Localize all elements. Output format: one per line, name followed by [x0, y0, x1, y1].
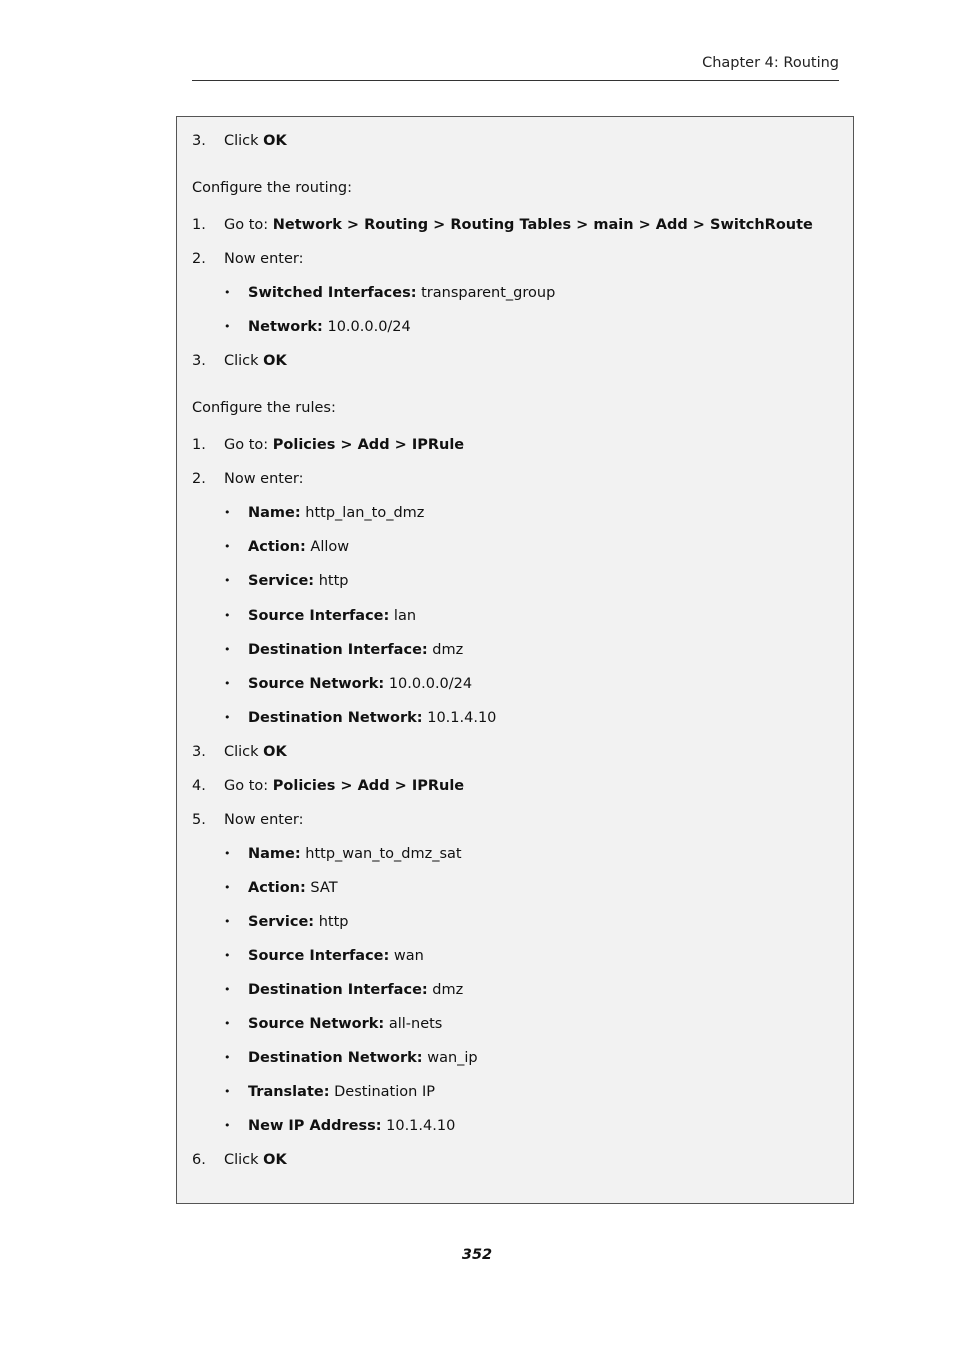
- field-label: Source Network:: [248, 676, 385, 692]
- bullet-icon: •: [224, 320, 231, 333]
- bullet-icon: •: [224, 1051, 231, 1064]
- bullet-icon: •: [224, 506, 231, 519]
- step-text-plain: Now enter:: [224, 471, 304, 487]
- field-label: Translate:: [248, 1084, 330, 1100]
- step-text-bold: Policies > Add > IPRule: [272, 778, 465, 794]
- bullet-item: [248, 503, 424, 523]
- step-text-bold: OK: [263, 1152, 287, 1168]
- bullet-icon: •: [224, 677, 231, 690]
- step-text: [224, 249, 304, 269]
- step-text: [224, 1150, 287, 1170]
- field-label: Action:: [248, 880, 306, 896]
- example-box: [176, 116, 854, 1204]
- bullet-icon: •: [224, 574, 231, 587]
- field-value: wan: [389, 948, 424, 964]
- bullet-item: [248, 878, 338, 898]
- field-value: 10.0.0.0/24: [384, 676, 473, 692]
- field-label: Destination Network:: [248, 710, 423, 726]
- step-text-plain: Click: [224, 133, 264, 149]
- bullet-item: [248, 317, 411, 337]
- field-label: Source Interface:: [248, 608, 390, 624]
- bullet-item: [248, 640, 463, 660]
- step-text: [224, 742, 287, 762]
- step-number: 3.: [192, 353, 206, 369]
- field-value: 10.0.0.0/24: [322, 319, 411, 335]
- step-text-plain: Click: [224, 1152, 264, 1168]
- step-text-bold: Network > Routing > Routing Tables > main > Add > SwitchRoute: [272, 217, 813, 233]
- field-value: Destination IP: [329, 1084, 435, 1100]
- field-value: all-nets: [384, 1016, 443, 1032]
- bullet-item: [248, 571, 348, 591]
- step-number: 1.: [192, 217, 206, 233]
- bullet-item: [248, 1082, 435, 1102]
- step-number: 3.: [192, 133, 206, 149]
- field-value: wan_ip: [422, 1050, 478, 1066]
- step-number: 3.: [192, 744, 206, 760]
- step-text-plain: Go to:: [224, 778, 273, 794]
- bullet-item: [248, 912, 348, 932]
- field-value: Allow: [305, 539, 350, 555]
- bullet-item: [248, 844, 462, 864]
- field-label: Service:: [248, 914, 315, 930]
- bullet-item: [248, 946, 424, 966]
- field-value: dmz: [427, 642, 464, 658]
- step-number: 5.: [192, 812, 206, 828]
- bullet-icon: •: [224, 609, 231, 622]
- step-number: 6.: [192, 1152, 206, 1168]
- section-intro: Configure the rules:: [192, 400, 336, 416]
- step-text-plain: Now enter:: [224, 812, 304, 828]
- bullet-item: [248, 606, 416, 626]
- chapter-header: Chapter 4: Routing: [702, 55, 839, 71]
- step-text: [224, 810, 304, 830]
- field-label: New IP Address:: [248, 1118, 382, 1134]
- field-value: transparent_group: [416, 285, 556, 301]
- bullet-item: [248, 708, 496, 728]
- step-number: 1.: [192, 437, 206, 453]
- bullet-icon: •: [224, 949, 231, 962]
- step-text-plain: Now enter:: [224, 251, 304, 267]
- field-label: Destination Network:: [248, 1050, 423, 1066]
- field-label: Network:: [248, 319, 323, 335]
- field-label: Switched Interfaces:: [248, 285, 417, 301]
- step-number: 4.: [192, 778, 206, 794]
- bullet-icon: •: [224, 540, 231, 553]
- field-value: SAT: [305, 880, 338, 896]
- field-label: Action:: [248, 539, 306, 555]
- field-label: Name:: [248, 846, 301, 862]
- field-value: lan: [389, 608, 417, 624]
- field-value: 10.1.4.10: [422, 710, 497, 726]
- field-label: Name:: [248, 505, 301, 521]
- step-text: [224, 435, 464, 455]
- field-value: 10.1.4.10: [381, 1118, 456, 1134]
- field-value: http: [314, 573, 349, 589]
- field-label: Service:: [248, 573, 315, 589]
- section-intro: Configure the routing:: [192, 180, 352, 196]
- step-text: [224, 351, 287, 371]
- bullet-icon: •: [224, 1085, 231, 1098]
- bullet-item: [248, 674, 472, 694]
- step-text-bold: OK: [263, 744, 287, 760]
- step-text-bold: Policies > Add > IPRule: [272, 437, 465, 453]
- bullet-icon: •: [224, 711, 231, 724]
- field-value: dmz: [427, 982, 464, 998]
- step-text-bold: OK: [263, 353, 287, 369]
- field-label: Source Network:: [248, 1016, 385, 1032]
- field-label: Destination Interface:: [248, 642, 428, 658]
- bullet-icon: •: [224, 847, 231, 860]
- page-number: 352: [461, 1247, 493, 1263]
- step-number: 2.: [192, 471, 206, 487]
- bullet-icon: •: [224, 881, 231, 894]
- step-text: [224, 776, 464, 796]
- step-text: [224, 469, 304, 489]
- bullet-icon: •: [224, 983, 231, 996]
- field-value: http_lan_to_dmz: [300, 505, 425, 521]
- field-value: http_wan_to_dmz_sat: [300, 846, 462, 862]
- bullet-item: [248, 283, 555, 303]
- bullet-item: [248, 1116, 455, 1136]
- header-divider: [192, 80, 839, 81]
- bullet-item: [248, 1048, 478, 1068]
- bullet-icon: •: [224, 915, 231, 928]
- step-text-plain: Go to:: [224, 217, 273, 233]
- bullet-item: [248, 980, 463, 1000]
- step-text: [224, 215, 813, 235]
- bullet-icon: •: [224, 643, 231, 656]
- step-number: 2.: [192, 251, 206, 267]
- field-label: Source Interface:: [248, 948, 390, 964]
- bullet-icon: •: [224, 1119, 231, 1132]
- field-label: Destination Interface:: [248, 982, 428, 998]
- step-text: [224, 131, 287, 151]
- bullet-item: [248, 537, 349, 557]
- step-text-plain: Go to:: [224, 437, 273, 453]
- bullet-icon: •: [224, 286, 231, 299]
- field-value: http: [314, 914, 349, 930]
- step-text-plain: Click: [224, 744, 264, 760]
- bullet-icon: •: [224, 1017, 231, 1030]
- step-text-plain: Click: [224, 353, 264, 369]
- bullet-item: [248, 1014, 442, 1034]
- step-text-bold: OK: [263, 133, 287, 149]
